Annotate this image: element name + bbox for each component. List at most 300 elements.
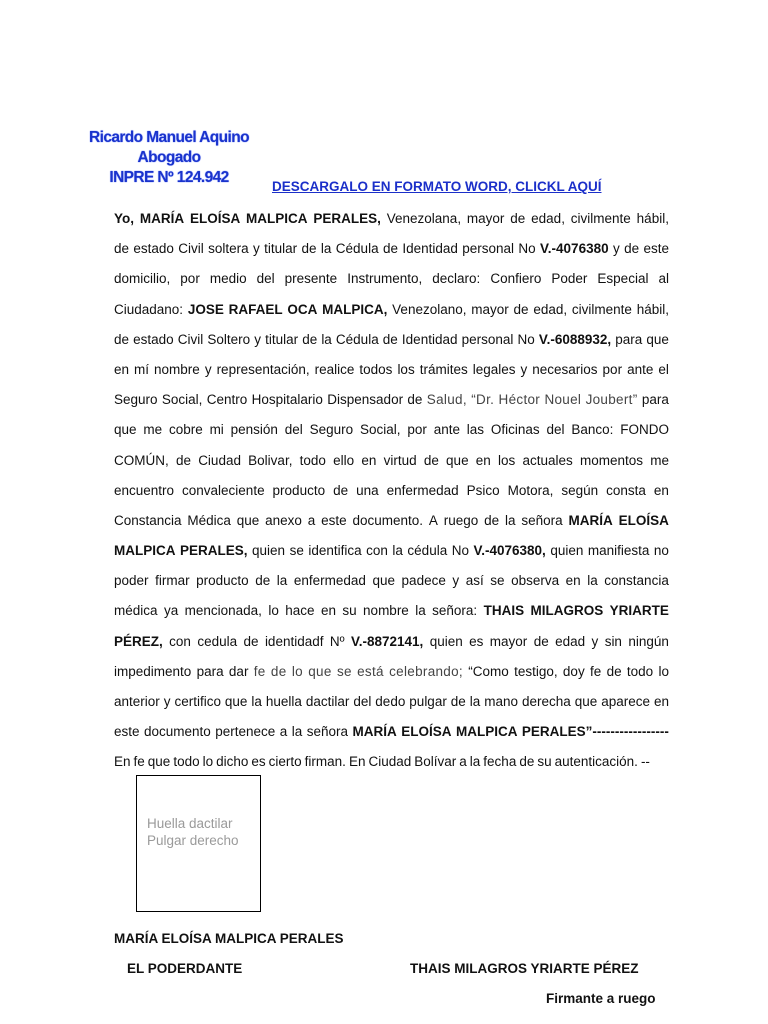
body-word: la	[276, 573, 288, 589]
body-line	[114, 627, 669, 657]
body-word: de	[450, 694, 466, 709]
body-word: mí	[134, 361, 150, 377]
body-word: de	[243, 633, 259, 649]
body-word: Identidad	[402, 241, 458, 257]
download-word-link[interactable]: DESCARGALO EN FORMATO WORD, CLICKL AQUÍ	[272, 179, 602, 194]
body-word: es	[469, 633, 484, 649]
body-word: su	[342, 603, 357, 619]
body-word: y	[253, 241, 260, 257]
body-word: Banco:	[571, 422, 614, 438]
body-word: Cédula	[335, 241, 379, 257]
body-word: del	[546, 422, 565, 438]
body-word: no	[653, 543, 669, 559]
body-word: de	[175, 452, 191, 468]
body-word: de	[382, 241, 398, 257]
body-word: doy	[562, 663, 585, 679]
body-word: al	[658, 271, 669, 287]
body-word: los	[498, 452, 516, 468]
body-word: No	[451, 543, 469, 559]
body-word: MALPICA	[246, 211, 308, 226]
body-word: del	[353, 694, 372, 709]
body-word: a	[459, 754, 467, 770]
body-word: hábil,	[636, 211, 669, 226]
body-word: la	[415, 603, 426, 619]
body-word: PERALES,	[313, 211, 381, 226]
body-word: declaro:	[432, 271, 481, 287]
body-word: cierto	[268, 754, 302, 770]
body-word: civilmente	[570, 211, 631, 226]
body-word: fe	[253, 663, 266, 679]
body-word: A	[428, 512, 438, 528]
body-word: MALPICA	[455, 724, 518, 740]
body-word: nombre	[154, 361, 200, 377]
body-word: todo	[299, 452, 326, 468]
body-word: documento	[144, 724, 211, 740]
body-word: FONDO	[620, 422, 669, 438]
body-word: Seguro	[309, 422, 354, 438]
body-word: de	[270, 663, 287, 679]
body-word: ningún	[628, 633, 669, 649]
body-word: de	[513, 301, 529, 317]
body-word: su	[537, 754, 552, 770]
body-word: dactilar	[305, 694, 350, 709]
body-word: titular	[265, 331, 299, 347]
body-word: mayor	[489, 633, 528, 649]
body-word: titular	[264, 241, 298, 257]
body-word: actuales	[522, 452, 573, 468]
body-word: todo	[173, 754, 200, 770]
body-word: lo	[202, 754, 214, 770]
body-line	[114, 295, 669, 325]
body-word: YRIARTE	[609, 603, 669, 619]
body-word: Venezolano,	[392, 301, 467, 317]
body-word: ya	[163, 603, 179, 619]
body-word: me	[143, 422, 163, 438]
body-word: de	[533, 633, 549, 649]
body-word: médica	[114, 603, 158, 619]
body-word: Nouel	[544, 392, 582, 408]
body-word: lo	[268, 603, 279, 619]
body-word: Joubert”	[585, 392, 638, 408]
body-word: la	[392, 543, 403, 559]
body-line	[114, 446, 669, 476]
body-word: la	[469, 754, 481, 770]
body-word: en	[653, 482, 669, 498]
body-word: virtud	[383, 452, 417, 468]
body-word: de	[624, 241, 640, 257]
witness-name: THAIS MILAGROS YRIARTE PÉREZ	[410, 961, 639, 976]
body-word: este	[643, 241, 669, 257]
body-word: Bolivar,	[248, 452, 293, 468]
body-word: Instrumento,	[347, 271, 423, 287]
body-word: para	[641, 392, 669, 408]
body-word: producto	[272, 482, 326, 498]
body-word: según	[561, 482, 599, 498]
body-word: MALPICA	[114, 543, 176, 559]
body-word: y	[520, 361, 528, 377]
body-word: señora	[306, 724, 349, 740]
body-word: Identidad	[401, 331, 458, 347]
body-word: V.-4076380	[540, 241, 609, 257]
body-word: una	[356, 482, 379, 498]
body-word: de	[302, 331, 318, 347]
body-line	[114, 204, 669, 234]
body-word: Oficinas	[490, 422, 540, 438]
body-word: por	[602, 361, 623, 377]
body-word: aparece	[601, 694, 650, 709]
witness-role: Firmante a ruego	[546, 991, 656, 1006]
body-word: se	[289, 543, 304, 559]
body-word: producto	[196, 573, 249, 589]
body-word: ello	[333, 452, 355, 468]
body-word: y	[163, 694, 171, 709]
body-word: a	[307, 512, 316, 528]
body-word: dicho	[216, 754, 249, 770]
body-word: que	[372, 573, 395, 589]
body-word: huella	[265, 694, 302, 709]
body-word: Constancia	[114, 512, 182, 528]
body-word: Ciudadano:	[114, 301, 184, 317]
body-word: MALPICA,	[322, 301, 388, 317]
body-word: MILAGROS	[530, 603, 604, 619]
body-word: que	[646, 331, 669, 347]
body-word: mayor	[471, 301, 509, 317]
body-word: MARÍA	[139, 211, 185, 226]
grantor-role: EL PODERDANTE	[127, 961, 243, 976]
body-word: testigo,	[514, 663, 558, 679]
body-word: enfermedad	[293, 573, 366, 589]
body-word: poder	[114, 573, 149, 589]
body-word: firmar	[155, 573, 190, 589]
body-word: en	[565, 573, 581, 589]
body-word: estado	[133, 331, 174, 347]
body-word: Médica	[187, 512, 231, 528]
body-word: cobre	[168, 422, 203, 438]
body-word: pensión	[230, 422, 278, 438]
body-word: identifica	[308, 543, 362, 559]
body-word: quien	[429, 633, 463, 649]
body-word: momentos	[579, 452, 644, 468]
body-word: la	[291, 724, 303, 740]
body-word: OCA	[287, 301, 318, 317]
body-word: No	[517, 331, 535, 347]
body-word: de	[114, 241, 130, 257]
body-word: este	[114, 724, 140, 740]
body-line	[114, 747, 669, 777]
body-word: señora	[521, 512, 563, 528]
body-word: Especial	[597, 271, 649, 287]
lawyer-inpre: INPRE Nº 124.942	[109, 169, 229, 186]
body-word: Social,	[359, 422, 401, 438]
body-word: en	[653, 694, 669, 709]
body-word: con	[169, 633, 191, 649]
body-line	[114, 687, 669, 717]
body-word: mencionada,	[184, 603, 262, 619]
body-word: fe	[133, 754, 145, 770]
body-word: Venezolana,	[386, 211, 462, 226]
body-word: en	[361, 452, 377, 468]
body-word: soltera	[208, 241, 249, 257]
body-line	[114, 415, 669, 445]
body-line	[114, 506, 669, 536]
body-word: constancia	[604, 573, 669, 589]
body-word: los	[397, 361, 415, 377]
body-word: la	[321, 331, 332, 347]
body-word: mayor	[466, 211, 505, 226]
body-word: V.-4076380,	[473, 543, 546, 559]
body-line	[114, 596, 669, 626]
body-word: Centro	[206, 392, 248, 408]
body-word: observa	[511, 573, 560, 589]
body-word: Nº	[329, 633, 345, 649]
body-word: padece	[401, 573, 446, 589]
body-word: impedimento	[114, 663, 192, 679]
body-line	[114, 566, 669, 596]
body-word: Psico	[466, 482, 500, 498]
body-word: la	[469, 694, 481, 709]
fingerprint-label-line2: Pulgar derecho	[147, 833, 239, 848]
body-word: Yo,	[114, 211, 134, 226]
body-word: autenticación.	[554, 754, 638, 770]
body-word: por	[407, 422, 427, 438]
body-word: anexo	[265, 512, 302, 528]
fingerprint-box	[136, 775, 261, 912]
body-word: manifiesta	[587, 543, 650, 559]
body-word: “Dr.	[471, 392, 495, 408]
body-word: necesarios	[532, 361, 598, 377]
body-word: de	[382, 331, 398, 347]
body-word: de	[255, 573, 271, 589]
body-word: de	[301, 241, 317, 257]
body-line	[114, 234, 669, 264]
body-word: “Como	[468, 663, 509, 679]
body-word: civilmente	[571, 301, 632, 317]
body-line	[114, 717, 669, 747]
body-word: MARÍA	[568, 512, 613, 528]
body-word: de	[407, 392, 423, 408]
body-word: Héctor	[498, 392, 541, 408]
body-word: representación,	[216, 361, 310, 377]
body-word: RAFAEL	[228, 301, 283, 317]
body-word: y	[612, 241, 620, 257]
body-word: THAIS	[483, 603, 525, 619]
body-word: legales	[472, 361, 516, 377]
body-word: y	[254, 331, 261, 347]
body-word: que	[574, 694, 598, 709]
document-body	[114, 204, 669, 778]
body-word: Civil	[177, 331, 204, 347]
body-word: encuentro	[114, 482, 175, 498]
body-word: cédula	[407, 543, 448, 559]
body-word: de	[423, 452, 439, 468]
body-word: la	[320, 241, 332, 257]
body-word: personal	[461, 331, 514, 347]
body-word: el	[658, 361, 669, 377]
body-word: edad,	[531, 211, 565, 226]
body-word: ante	[627, 361, 654, 377]
body-word: cedula	[197, 633, 238, 649]
body-word: la	[251, 694, 262, 709]
body-word: ELOÍSA	[401, 724, 452, 740]
body-word: de	[519, 754, 535, 770]
body-word: consta	[606, 482, 646, 498]
body-word: En	[114, 754, 131, 770]
body-line	[114, 385, 669, 415]
body-word: quien	[550, 543, 584, 559]
body-word: lo	[658, 663, 669, 679]
body-line	[114, 536, 669, 566]
body-word: fecha	[483, 754, 517, 770]
body-word: No	[518, 241, 536, 257]
body-word: convaleciente	[182, 482, 265, 498]
body-word: que	[114, 422, 137, 438]
body-word: Soltero	[207, 331, 251, 347]
body-word: ELOÍSA	[618, 512, 669, 528]
body-word: mano	[484, 694, 519, 709]
body-word: COMÚN,	[114, 452, 169, 468]
body-word: enfermedad	[386, 482, 459, 498]
body-word: por	[180, 271, 200, 287]
body-word: para	[615, 331, 643, 347]
body-word: del	[284, 422, 303, 438]
lawyer-title: Abogado	[137, 149, 201, 166]
body-word: Poder	[551, 271, 588, 287]
fingerprint-label-line1: Huella dactilar	[147, 816, 233, 831]
body-word: PERALES,	[180, 543, 248, 559]
body-word: PÉREZ,	[114, 633, 163, 649]
body-line	[114, 264, 669, 294]
body-word: dar	[228, 663, 249, 679]
body-word: en	[320, 603, 336, 619]
body-word: me	[650, 452, 669, 468]
body-line	[114, 476, 669, 506]
body-word: y	[452, 573, 460, 589]
body-word: y	[204, 361, 212, 377]
body-word: domicilio,	[114, 271, 171, 287]
body-word: de	[333, 482, 349, 498]
body-word: trámites	[419, 361, 468, 377]
body-word: Ciudad	[198, 452, 241, 468]
body-word: que	[147, 754, 171, 770]
body-word: estado	[133, 241, 174, 257]
body-word: identidadf	[264, 633, 324, 649]
body-word: Confiero	[490, 271, 542, 287]
body-word: anterior	[114, 694, 160, 709]
body-word: Ciudad	[368, 754, 412, 770]
body-word: Hospitalario	[251, 392, 323, 408]
body-word: En	[348, 754, 366, 770]
body-word: con	[366, 543, 388, 559]
body-word: Cédula	[335, 331, 379, 347]
grantor-name: MARÍA ELOÍSA MALPICA PERALES	[114, 931, 344, 946]
body-word: pertenece	[215, 724, 276, 740]
body-word: documento.	[352, 512, 424, 528]
body-word: en	[475, 452, 491, 468]
body-word: hábil,	[636, 301, 669, 317]
body-word: MARÍA	[352, 724, 397, 740]
body-word: Bolívar	[414, 754, 457, 770]
body-word: Salud,	[426, 392, 467, 408]
body-word: en	[114, 361, 130, 377]
body-word: firman.	[304, 754, 346, 770]
body-word: así	[465, 573, 484, 589]
body-word: personal	[462, 241, 515, 257]
body-word: Social,	[161, 392, 203, 408]
body-word: sin	[604, 633, 622, 649]
body-word: Dispensador	[327, 392, 404, 408]
body-word: quien	[252, 543, 286, 559]
body-line	[114, 325, 669, 355]
body-word: realice	[314, 361, 355, 377]
body-word: que	[236, 512, 260, 528]
body-word: Motora,	[507, 482, 554, 498]
body-word: de	[606, 663, 622, 679]
body-word: presente	[284, 271, 338, 287]
body-word: las	[466, 422, 485, 438]
body-word: pulgar	[409, 694, 447, 709]
body-word: Seguro	[114, 392, 158, 408]
body-word: V.-8872141,	[350, 633, 424, 649]
body-word: derecha	[521, 694, 571, 709]
body-word: V.-6088932,	[538, 331, 612, 347]
body-word: señora:	[432, 603, 478, 619]
body-word: de	[484, 512, 500, 528]
body-word: todo	[626, 663, 654, 679]
body-word: dedo	[375, 694, 406, 709]
body-word: este	[321, 512, 347, 528]
body-word: Civil	[178, 241, 204, 257]
body-word: mi	[209, 422, 224, 438]
body-word: y	[591, 633, 599, 649]
body-word: ante	[433, 422, 460, 438]
body-word: es	[251, 754, 266, 770]
body-word: se	[490, 573, 505, 589]
body-word: certifico	[174, 694, 221, 709]
body-word: JOSE	[187, 301, 224, 317]
body-word: medio	[209, 271, 247, 287]
body-word: nombre	[363, 603, 409, 619]
body-word: lo	[291, 663, 303, 679]
body-word: que	[308, 663, 332, 679]
body-word: que	[224, 694, 248, 709]
body-word: hace	[285, 603, 315, 619]
body-word: fe	[590, 663, 602, 679]
body-word: para	[196, 663, 224, 679]
body-word: está	[357, 663, 384, 679]
body-word: la	[587, 573, 598, 589]
body-word: ELOÍSA	[189, 211, 241, 226]
body-word: todos	[359, 361, 393, 377]
body-word: que	[446, 452, 469, 468]
body-word: ruego	[443, 512, 479, 528]
body-line	[114, 355, 669, 385]
body-word: --	[640, 754, 650, 770]
body-word: edad,	[533, 301, 568, 317]
body-word: se	[336, 663, 352, 679]
body-word: de	[510, 211, 526, 226]
body-word: PERALES”-----------------	[521, 724, 669, 740]
fingerprint-label	[147, 815, 239, 849]
body-line	[114, 657, 669, 687]
body-word: edad	[555, 633, 586, 649]
body-word: de	[114, 331, 130, 347]
body-word: celebrando;	[389, 663, 463, 679]
body-word: la	[505, 512, 516, 528]
body-word: del	[256, 271, 275, 287]
body-word: a	[279, 724, 288, 740]
lawyer-header	[84, 128, 254, 188]
lawyer-name: Ricardo Manuel Aquino	[89, 129, 249, 146]
